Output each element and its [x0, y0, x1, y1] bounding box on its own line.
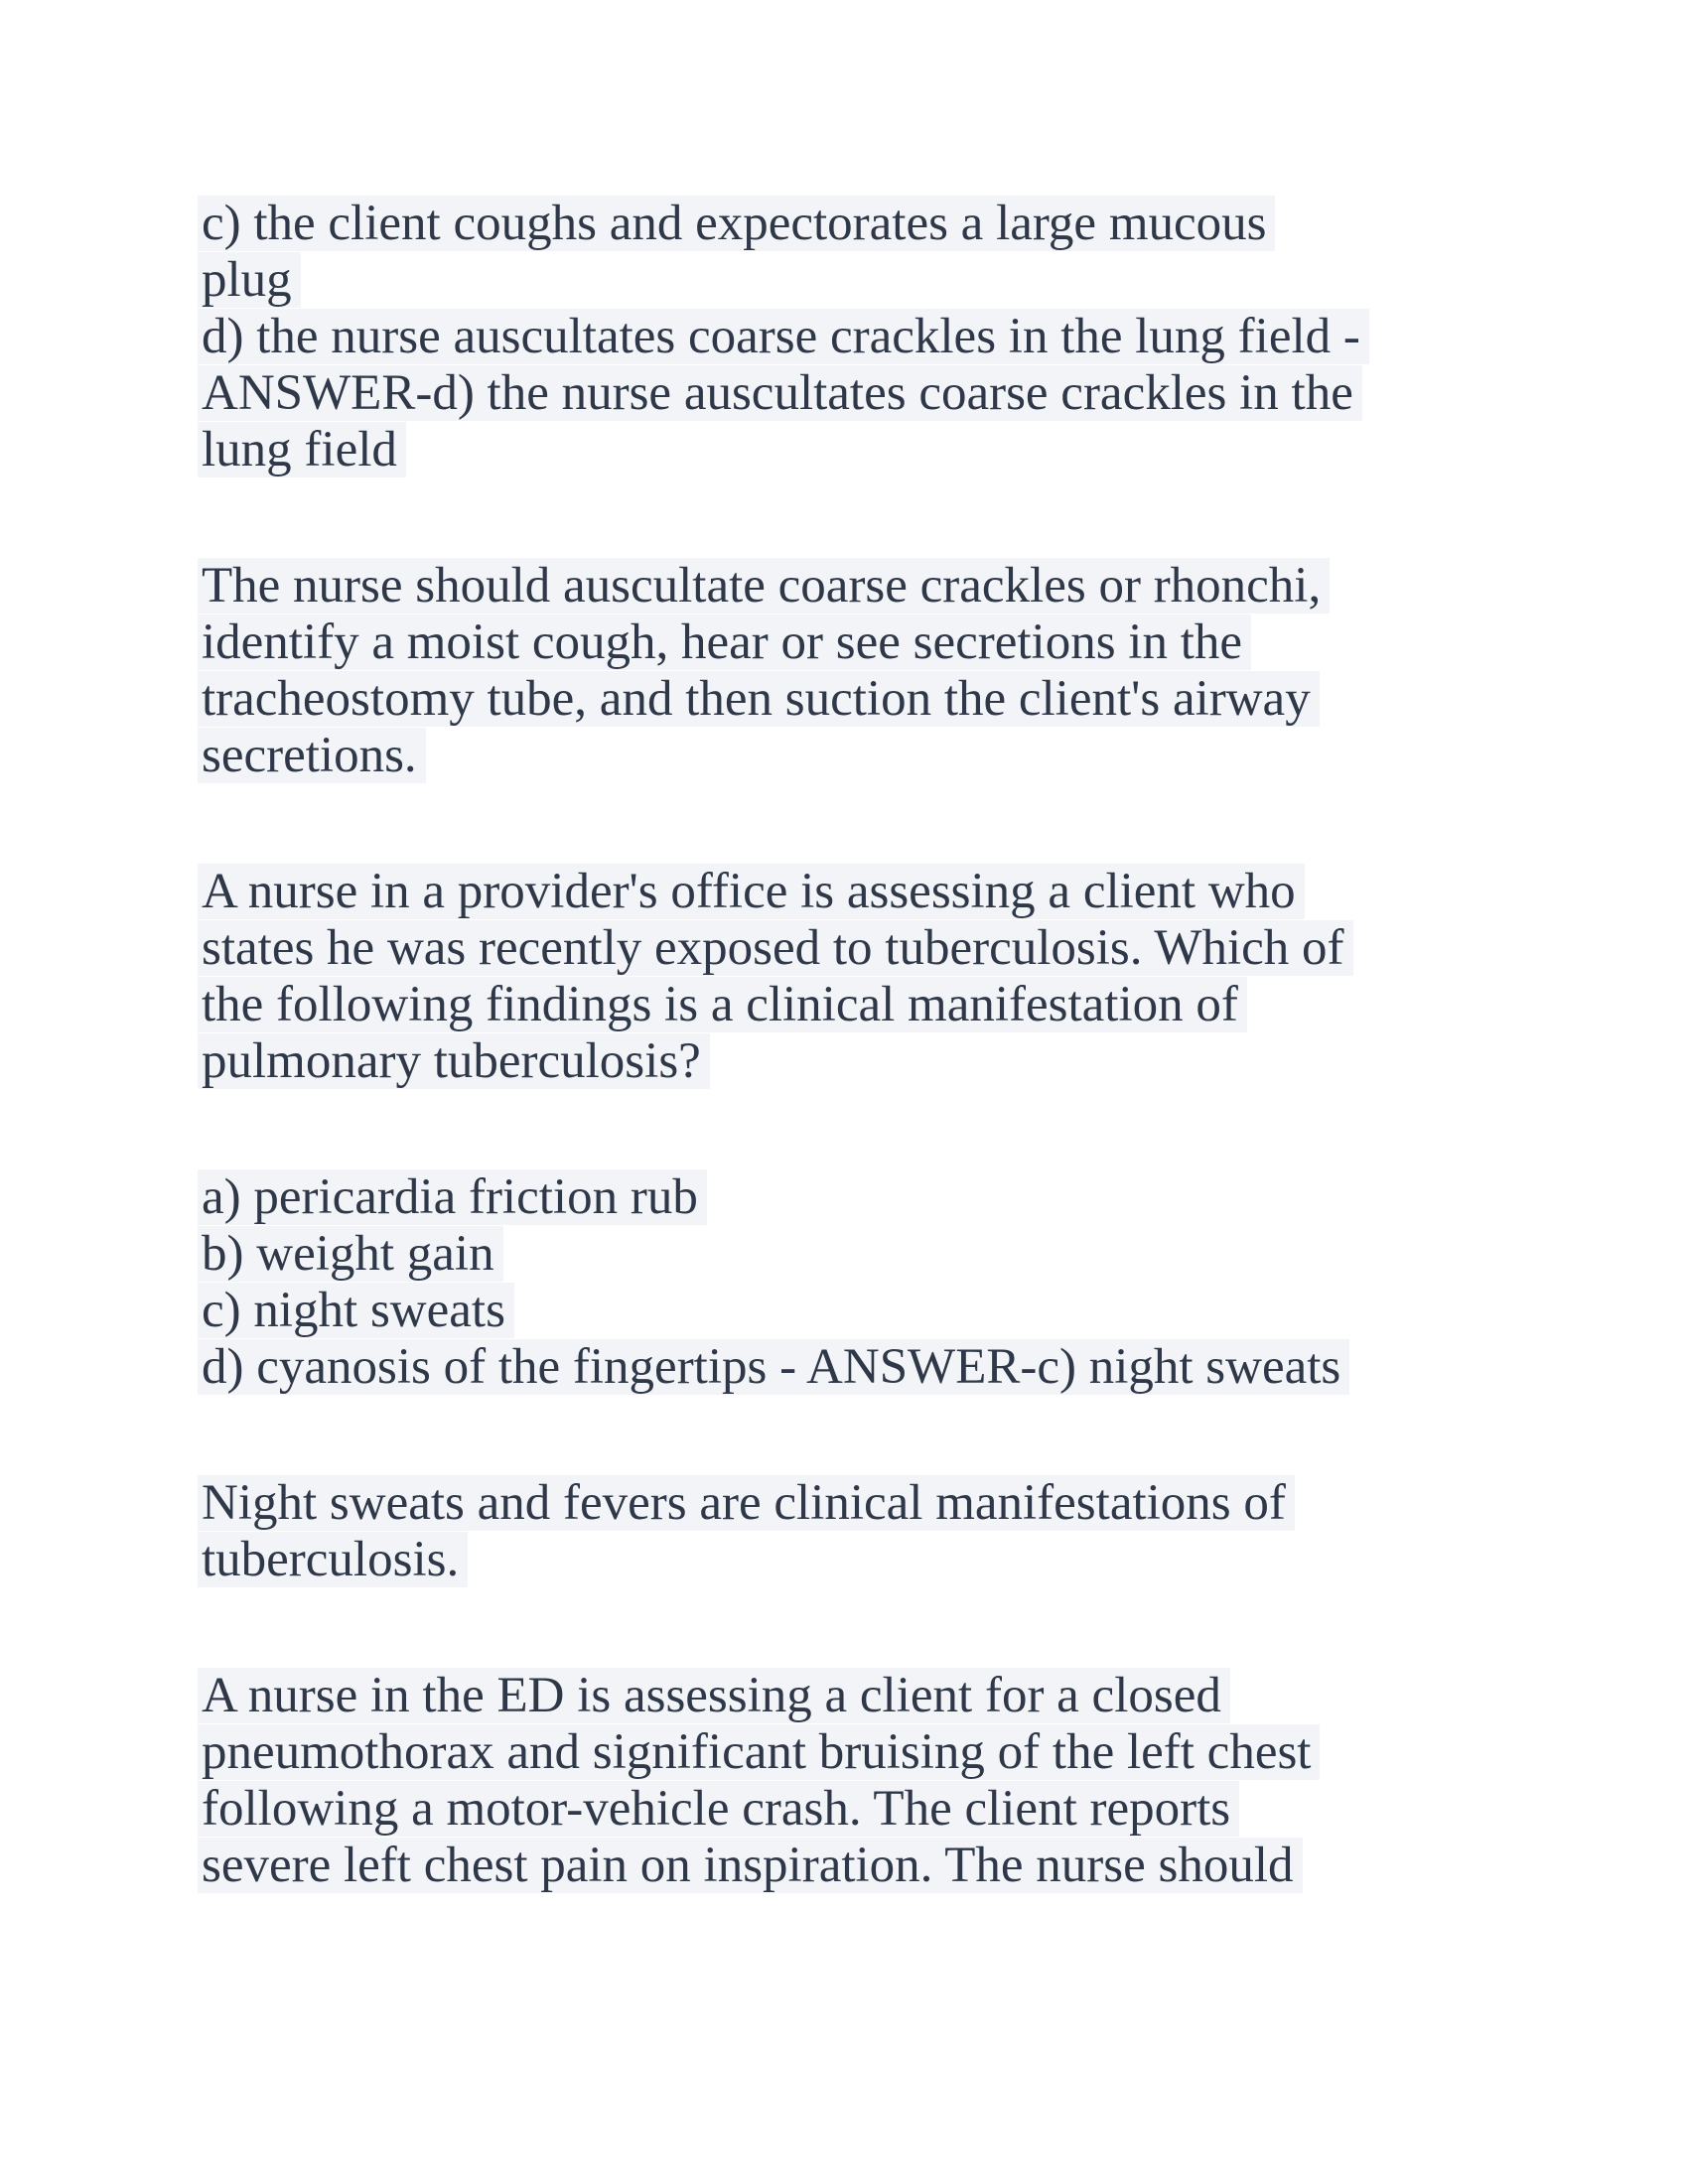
paragraph [202, 1668, 1532, 1894]
highlighted-text: following a motor-vehicle crash. The client reports [198, 1781, 1239, 1837]
highlighted-text: identify a moist cough, hear or see secretions in the [198, 614, 1251, 670]
highlighted-text: d) the nurse auscultates coarse crackles in the lung field - [198, 309, 1369, 364]
highlighted-text: a) pericardia friction rub [198, 1169, 707, 1225]
highlighted-text: b) weight gain [198, 1226, 503, 1282]
text-line [202, 1339, 1532, 1396]
text-line [202, 1781, 1532, 1838]
highlighted-text: tracheostomy tube, and then suction the client's airway [198, 671, 1320, 727]
text-column [202, 196, 1532, 1894]
highlighted-text: d) cyanosis of the fingertips - ANSWER-c) night sweats [198, 1339, 1349, 1395]
highlighted-text: The nurse should auscultate coarse crackles or rhonchi, [198, 558, 1330, 614]
text-line [202, 728, 1532, 784]
text-line [202, 1668, 1532, 1724]
text-line [202, 309, 1532, 365]
text-line [202, 196, 1532, 252]
text-line [202, 422, 1532, 478]
highlighted-text: plug [198, 252, 301, 308]
highlighted-text: tuberculosis. [198, 1532, 468, 1587]
text-line [202, 1838, 1532, 1894]
text-line [202, 1226, 1532, 1283]
highlighted-text: c) night sweats [198, 1283, 514, 1338]
highlighted-text: A nurse in a provider's office is assessing a client who [198, 864, 1305, 919]
paragraph [202, 1475, 1532, 1588]
highlighted-text: Night sweats and fevers are clinical manifestations of [198, 1475, 1295, 1531]
paragraph [202, 864, 1532, 1090]
highlighted-text: lung field [198, 422, 406, 478]
text-line [202, 558, 1532, 614]
highlighted-text: c) the client coughs and expectorates a large mucous [198, 196, 1275, 251]
highlighted-text: severe left chest pain on inspiration. The nurse should [198, 1838, 1303, 1893]
paragraph [202, 1169, 1532, 1396]
highlighted-text: secretions. [198, 728, 426, 783]
highlighted-text: A nurse in the ED is assessing a client for a closed [198, 1668, 1230, 1723]
highlighted-text: ANSWER-d) the nurse auscultates coarse crackles in the [198, 365, 1362, 421]
text-line [202, 1532, 1532, 1588]
text-line [202, 252, 1532, 309]
text-line [202, 920, 1532, 977]
highlighted-text: pneumothorax and significant bruising of the left chest [198, 1724, 1320, 1780]
highlighted-text: the following findings is a clinical manifestation of [198, 977, 1247, 1032]
text-line [202, 1724, 1532, 1781]
paragraph [202, 558, 1532, 784]
text-line [202, 614, 1532, 671]
text-line [202, 1033, 1532, 1090]
text-line [202, 671, 1532, 728]
highlighted-text: pulmonary tuberculosis? [198, 1033, 710, 1089]
highlighted-text: states he was recently exposed to tuberculosis. Which of [198, 920, 1353, 976]
paragraph [202, 196, 1532, 478]
text-line [202, 864, 1532, 920]
text-line [202, 1169, 1532, 1226]
text-line [202, 1475, 1532, 1532]
text-line [202, 365, 1532, 422]
text-line [202, 1283, 1532, 1339]
text-line [202, 977, 1532, 1033]
